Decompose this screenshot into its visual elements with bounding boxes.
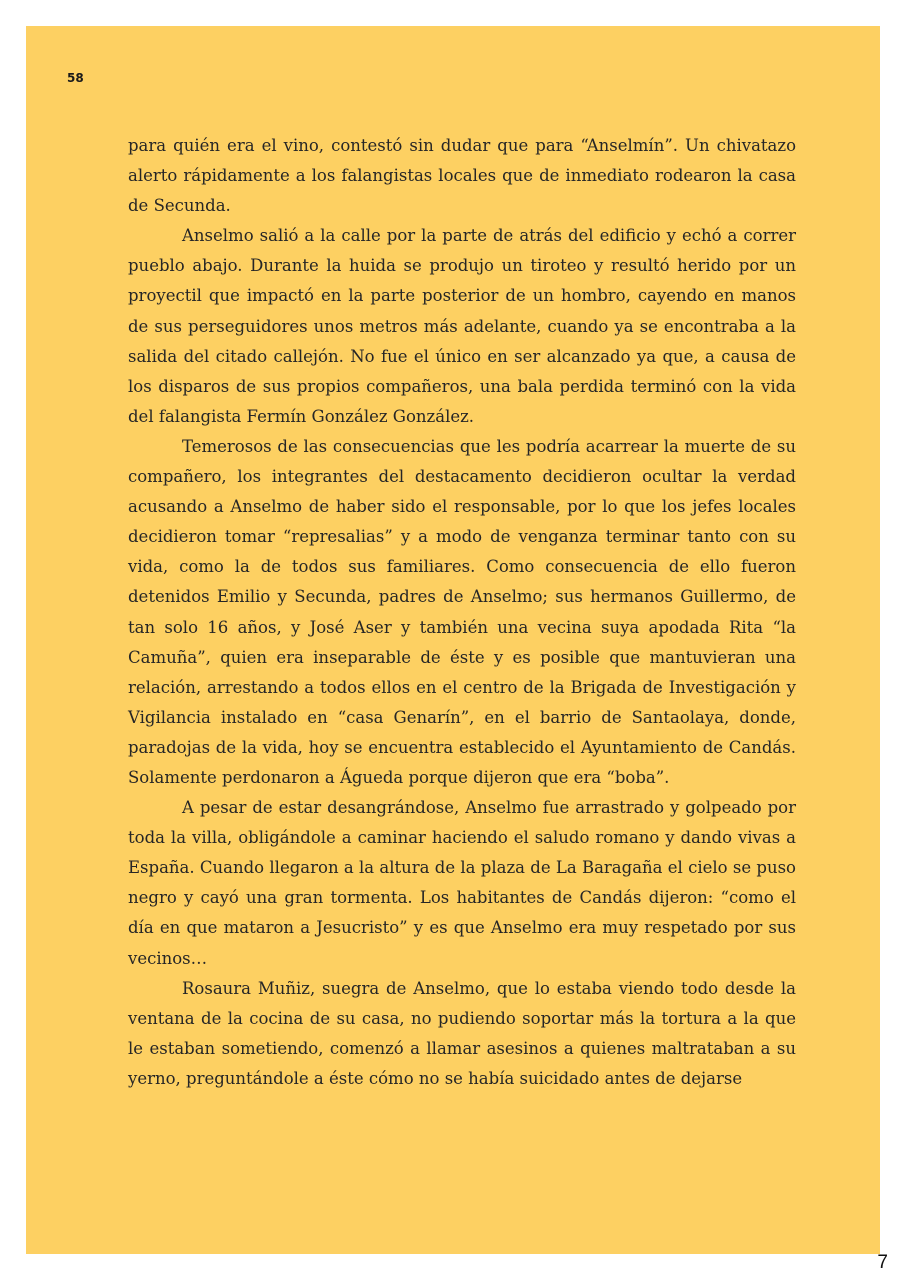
paragraph-2: Anselmo salió a la calle por la parte de atrás del edificio y echó a correr pueblo abajo. Durante la huida se produjo un tiroteo y resultó herido por un proyectil que impactó en la parte posterior de un hombro, cayendo en manos de sus perseguidores unos metros más adelante, cuando ya se encontraba a la salida del citado callejón. No fue el único en ser alcanzado ya que, a causa de los disparos de sus propios compañeros, una bala perdida terminó con la vida del falangista Fermín González González.	[128, 226, 796, 426]
corner-marker: 7	[877, 1252, 888, 1273]
body-text	[128, 131, 796, 1094]
page-panel	[26, 26, 880, 1254]
paragraph-4: A pesar de estar desangrándose, Anselmo fue arrastrado y golpeado por toda la villa, obligándole a caminar haciendo el saludo romano y dando vivas a España. Cuando llegaron a la altura de la plaza de La Baragaña el cielo se puso negro y cayó una gran tormenta. Los habitantes de Candás dijeron: “como el día en que mataron a Jesucristo” y es que Anselmo era muy respetado por sus vecinos…	[128, 798, 796, 968]
paragraph-5: Rosaura Muñiz, suegra de Anselmo, que lo estaba viendo todo desde la ventana de la cocina de su casa, no pudiendo soportar más la tortura a la que le estaban sometiendo, comenzó a llamar asesinos a quienes maltrataban a su yerno, preguntándole a éste cómo no se había suicidado antes de dejarse	[128, 978, 796, 1088]
paragraph-1: para quién era el vino, contestó sin dudar que para “Anselmín”. Un chivatazo alerto rápidamente a los falangistas locales que de inmediato rodearon la casa de Secunda.	[128, 136, 796, 216]
page-number: 58	[67, 71, 84, 85]
paragraph-3: Temerosos de las consecuencias que les podría acarrear la muerte de su compañero, los integrantes del destacamento decidieron ocultar la verdad acusando a Anselmo de haber sido el responsable, por lo que los jefes locales decidieron tomar “represalias” y a modo de venganza terminar tanto con su vida, como la de todos sus familiares. Como consecuencia de ello fueron detenidos Emilio y Secunda, padres de Anselmo; sus hermanos Guillermo, de tan solo 16 años, y José Aser y también una vecina suya apodada Rita “la Camuña”, quien era inseparable de éste y es posible que mantuvieran una relación, arrestando a todos ellos en el centro de la Brigada de Investigación y Vigilancia instalado en “casa Genarín”, en el barrio de Santaolaya, donde, paradojas de la vida, hoy se encuentra establecido el Ayuntamiento de Candás. Solamente perdonaron a Águeda porque dijeron que era “boba”.	[128, 436, 796, 787]
